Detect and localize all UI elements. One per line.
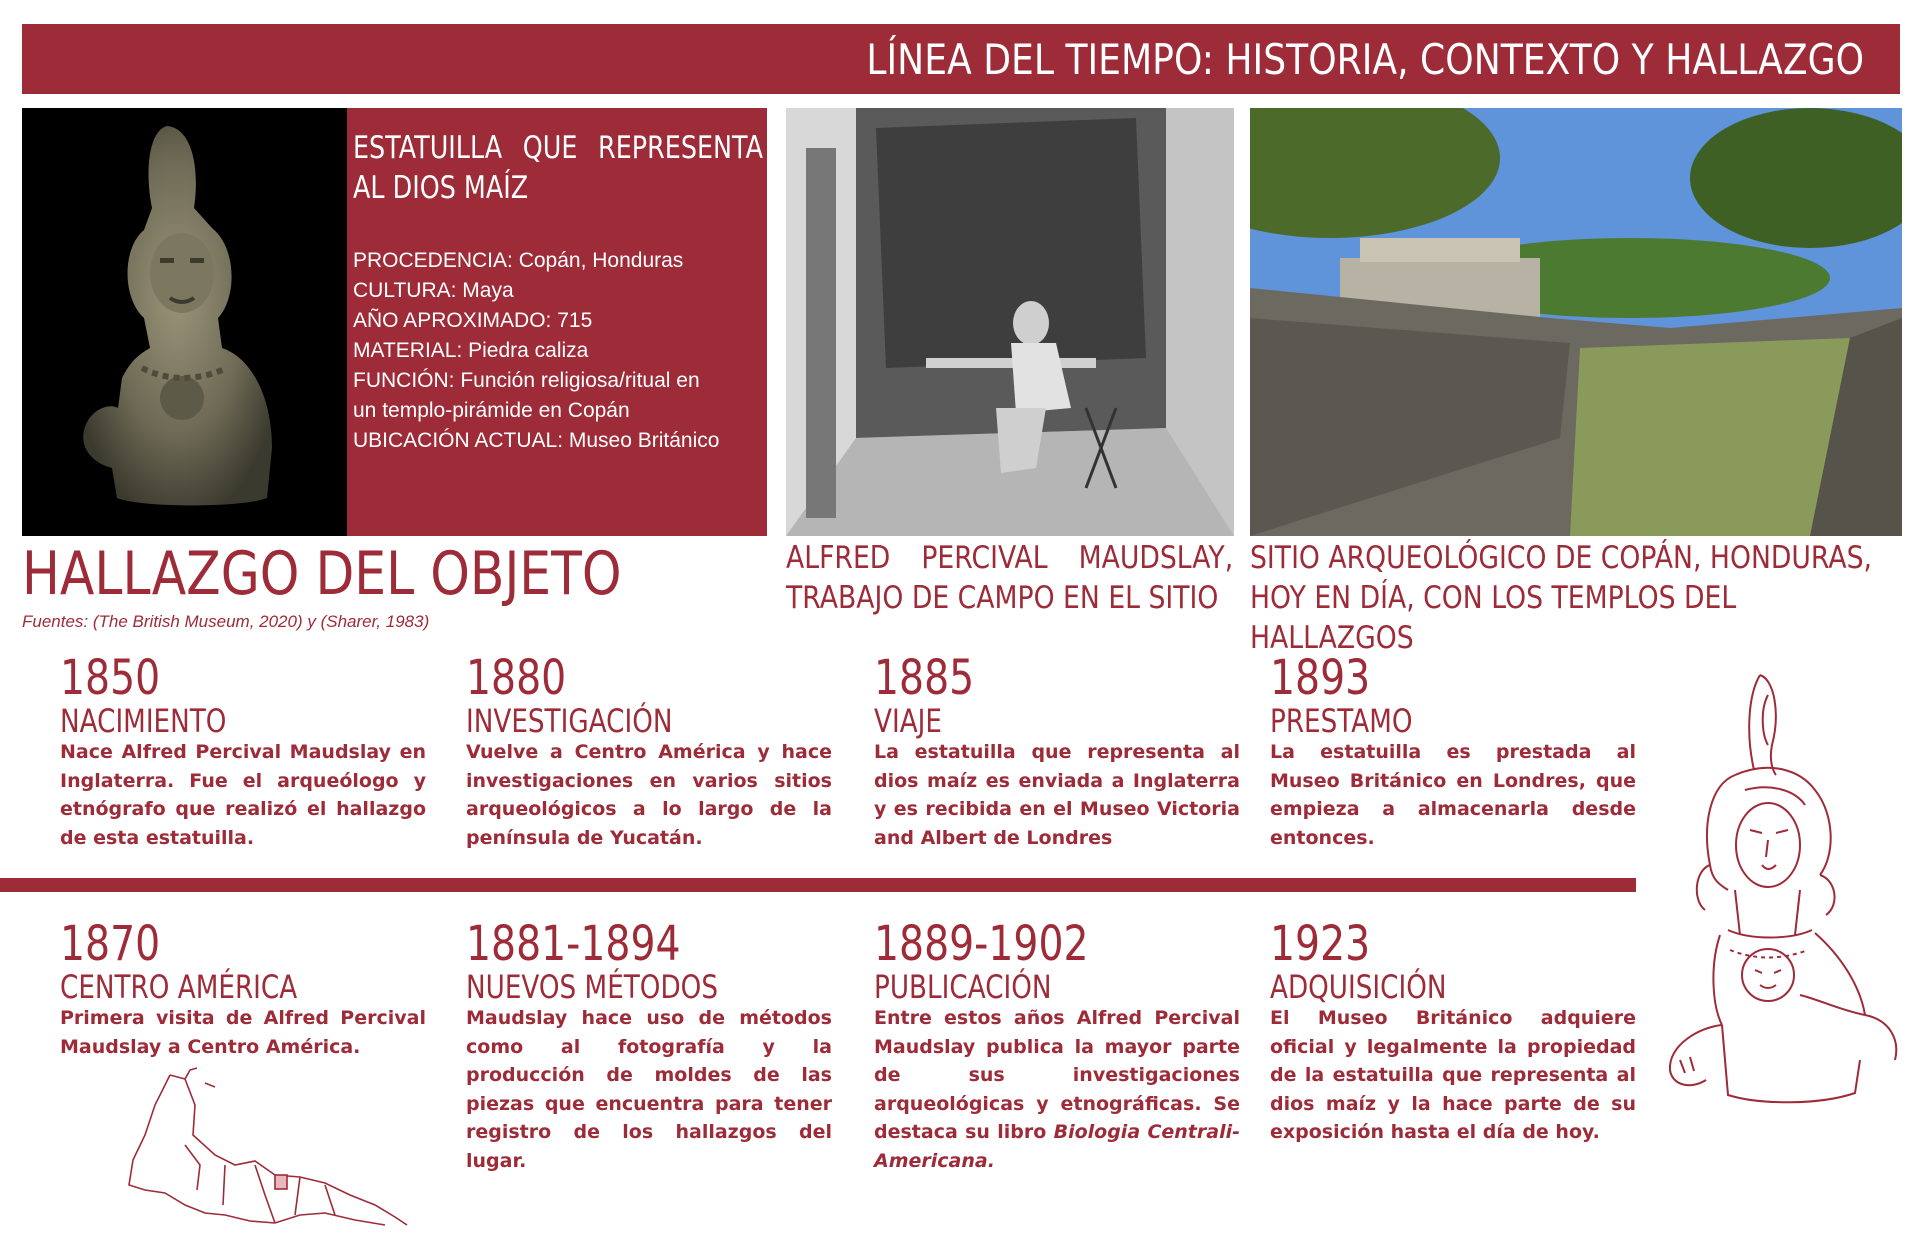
field-value: 715 — [551, 309, 593, 332]
event-year: 1881-1894 — [466, 916, 681, 972]
field-value: Maya — [456, 279, 514, 302]
field-label: UBICACIÓN ACTUAL: — [353, 429, 564, 452]
event-text: Maudslay hace uso de métodos como al fotografía y la producción de moldes de las piezas que encuentra para tener registro de los hallazgos del lugar. — [466, 1007, 832, 1172]
event-year: 1923 — [1270, 916, 1371, 972]
event-year: 1880 — [466, 650, 567, 706]
page-title: LÍNEA DEL TIEMPO: HISTORIA, CONTEXTO Y HALLAZGO — [866, 34, 1864, 84]
event-title: INVESTIGACIÓN — [466, 702, 673, 740]
event-text: La estatuilla que representa al dios maíz es enviada a Inglaterra y es recibida en el Museo Victoria and Albert de Londres — [874, 741, 1240, 849]
timeline-divider — [0, 878, 1636, 892]
field-procedencia — [353, 246, 749, 276]
event-title: NACIMIENTO — [60, 702, 227, 740]
field-label: AÑO APROXIMADO: — [353, 309, 552, 332]
field-value: Museo Británico — [563, 429, 720, 452]
event-title: VIAJE — [874, 702, 942, 740]
event-1923 — [1270, 918, 1636, 1147]
event-year: 1885 — [874, 650, 975, 706]
central-america-map — [125, 1065, 415, 1230]
event-1881-1894 — [466, 918, 832, 1175]
object-info-panel — [347, 108, 767, 536]
object-fields — [353, 246, 749, 456]
event-1870 — [60, 918, 426, 1061]
field-ano — [353, 306, 749, 336]
book-title: Biologia Centrali-Americana. — [874, 1121, 1240, 1172]
event-year: 1889-1902 — [874, 916, 1089, 972]
event-1893 — [1270, 652, 1636, 852]
field-label: CULTURA: — [353, 279, 457, 302]
copan-site-photo — [1250, 108, 1902, 536]
field-value: Copán, Honduras — [512, 249, 684, 272]
field-ubicacion — [353, 426, 749, 456]
statue-line-art — [1650, 665, 1910, 1115]
event-text: El Museo Británico adquiere oficial y legalmente la propiedad de la estatuilla que representa al dios maíz y la hace parte de su exposición hasta el día de hoy. — [1270, 1007, 1636, 1143]
section-heading: HALLAZGO DEL OBJETO — [22, 539, 622, 609]
field-label: FUNCIÓN: — [353, 369, 455, 392]
event-title: PRESTAMO — [1270, 702, 1413, 740]
title-banner — [22, 24, 1900, 94]
event-1850 — [60, 652, 426, 852]
event-year: 1850 — [60, 650, 161, 706]
sources-note: Fuentes: (The British Museum, 2020) y (Sharer, 1983) — [22, 612, 430, 631]
event-text — [874, 1004, 1240, 1175]
event-text-main: Entre estos años Alfred Percival Maudslay publica la mayor parte de sus investigaciones arqueológicas y etnográficas. Se destaca su libro — [874, 1007, 1240, 1143]
event-text: Vuelve a Centro América y hace investigaciones en varios sitios arqueológicos a lo largo de la península de Yucatán. — [466, 741, 832, 849]
field-value: Función religiosa/ritual en — [454, 369, 700, 392]
caption-maudslay: ALFRED PERCIVAL MAUDSLAY, TRABAJO DE CAMPO EN EL SITIO — [786, 540, 1234, 616]
maudslay-photo — [786, 108, 1234, 536]
event-1885 — [874, 652, 1240, 852]
event-title: NUEVOS MÉTODOS — [466, 968, 718, 1006]
event-text: Nace Alfred Percival Maudslay en Inglaterra. Fue el arqueólogo y etnógrafo que realizó el hallazgo de esta estatuilla. — [60, 741, 426, 849]
field-funcion — [353, 366, 749, 396]
event-year: 1870 — [60, 916, 161, 972]
field-material — [353, 336, 749, 366]
event-text: La estatuilla es prestada al Museo Británico en Londres, que empieza a almacenarla desde entonces. — [1270, 741, 1636, 849]
field-label: MATERIAL: — [353, 339, 463, 362]
object-title: ESTATUILLA QUE REPRESENTA AL DIOS MAÍZ — [353, 130, 763, 206]
field-cultura — [353, 276, 749, 306]
statue-photo — [22, 108, 347, 536]
event-title: CENTRO AMÉRICA — [60, 968, 298, 1006]
caption-copan: SITIO ARQUEOLÓGICO DE COPÁN, HONDURAS, HOY EN DÍA, CON LOS TEMPLOS DEL HALLAZGOS — [1250, 540, 1873, 656]
field-value: un templo-pirámide en Copán — [353, 399, 630, 422]
event-title: ADQUISICIÓN — [1270, 968, 1447, 1006]
event-1880 — [466, 652, 832, 852]
field-label: PROCEDENCIA: — [353, 249, 513, 272]
field-funcion-cont — [353, 396, 749, 426]
event-year: 1893 — [1270, 650, 1371, 706]
event-1889-1902 — [874, 918, 1240, 1175]
field-value: Piedra caliza — [462, 339, 589, 362]
event-title: PUBLICACIÓN — [874, 968, 1052, 1006]
event-text: Primera visita de Alfred Percival Maudslay a Centro América. — [60, 1007, 426, 1058]
